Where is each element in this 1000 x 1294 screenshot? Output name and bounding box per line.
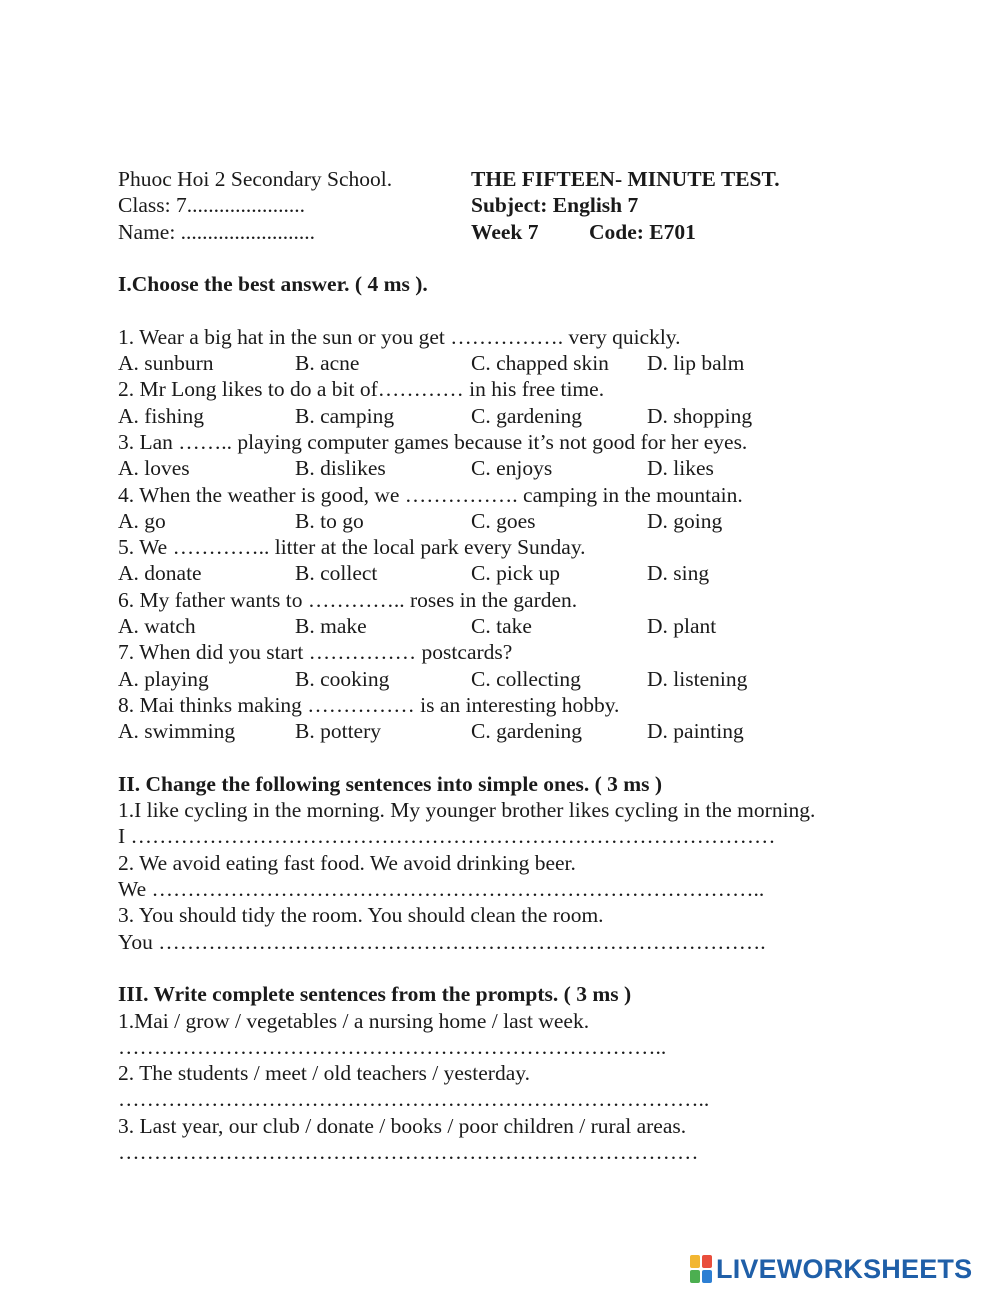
section-1-questions	[118, 324, 978, 745]
subject-line: Subject: English 7	[471, 193, 639, 218]
week-label: Week 7	[471, 219, 539, 244]
option-c[interactable]: C. pick up	[471, 561, 560, 586]
option-b[interactable]: B. make	[295, 614, 367, 639]
question-text: 6. My father wants to ………….. roses in the garden.	[118, 587, 578, 612]
liveworksheets-logo-icon	[690, 1255, 712, 1283]
school-name: Phuoc Hoi 2 Secondary School.	[118, 167, 393, 191]
answer-field[interactable]: ………………………………………………………………………..	[118, 1087, 710, 1112]
option-b[interactable]: B. to go	[295, 508, 364, 533]
section-3-title: III. Write complete sentences from the prompts. ( 3 ms )	[118, 982, 632, 1007]
question-text: 4. When the weather is good, we ……………. camping in the mountain.	[118, 482, 743, 507]
sentence-prompt: 2. We avoid eating fast food. We avoid drinking beer.	[118, 850, 576, 875]
option-d[interactable]: D. shopping	[647, 403, 753, 428]
logo-text: LIVEWORKSHEETS	[716, 1253, 973, 1284]
options-row	[118, 560, 978, 586]
option-a[interactable]: A. swimming	[118, 719, 236, 744]
option-b[interactable]: B. pottery	[295, 719, 381, 744]
logo-mark-square-3	[690, 1270, 700, 1283]
sentence-prompt: 1.Mai / grow / vegetables / a nursing home / last week.	[118, 1008, 590, 1033]
test-title: THE FIFTEEN- MINUTE TEST.	[471, 167, 780, 191]
option-c[interactable]: C. collecting	[471, 666, 581, 691]
option-b[interactable]: B. acne	[295, 351, 360, 376]
logo-mark-square-2	[702, 1255, 712, 1268]
option-a[interactable]: A. sunburn	[118, 351, 214, 376]
option-d[interactable]: D. listening	[647, 666, 748, 691]
sentence-prompt: 3. Last year, our club / donate / books / poor children / rural areas.	[118, 1113, 687, 1138]
options-row	[118, 666, 978, 692]
section-1-title: I.Choose the best answer. ( 4 ms ).	[118, 272, 428, 297]
option-a[interactable]: A. playing	[118, 666, 209, 691]
option-a[interactable]: A. loves	[118, 456, 190, 481]
worksheet-page	[118, 166, 978, 1165]
options-row	[118, 403, 978, 429]
question-text: 3. Lan …….. playing computer games because it’s not good for her eyes.	[118, 429, 748, 454]
option-c[interactable]: C. goes	[471, 508, 536, 533]
class-line: Class: 7......................	[118, 193, 305, 218]
name-line: Name: .........................	[118, 219, 316, 244]
answer-field[interactable]: …………………………………………………………………..	[118, 1034, 667, 1059]
options-row	[118, 350, 978, 376]
question-text: 5. We ………….. litter at the local park every Sunday.	[118, 535, 586, 560]
liveworksheets-logo	[690, 1252, 972, 1286]
option-a[interactable]: A. fishing	[118, 403, 204, 428]
options-row	[118, 508, 978, 534]
option-c[interactable]: C. enjoys	[471, 456, 553, 481]
options-row	[118, 613, 978, 639]
option-b[interactable]: B. dislikes	[295, 456, 386, 481]
question-text: 1. Wear a big hat in the sun or you get ……………. very quickly.	[118, 324, 681, 349]
answer-field[interactable]: You ………………………………………………………………………….	[118, 929, 766, 954]
question-text: 2. Mr Long likes to do a bit of………… in his free time.	[118, 377, 605, 402]
option-d[interactable]: D. going	[647, 508, 723, 533]
sentence-prompt: 2. The students / meet / old teachers / yesterday.	[118, 1061, 530, 1086]
sentence-prompt: 3. You should tidy the room. You should clean the room.	[118, 903, 604, 928]
sentence-prompt: 1.I like cycling in the morning. My younger brother likes cycling in the morning.	[118, 798, 816, 823]
option-c[interactable]: C. take	[471, 614, 532, 639]
answer-field[interactable]: We …………………………………………………………………………..	[118, 877, 765, 902]
option-d[interactable]: D. likes	[647, 456, 714, 481]
option-d[interactable]: D. lip balm	[647, 351, 745, 376]
option-c[interactable]: C. chapped skin	[471, 351, 609, 376]
option-d[interactable]: D. painting	[647, 719, 744, 744]
header-row-1	[118, 166, 978, 192]
option-b[interactable]: B. collect	[295, 561, 378, 586]
answer-field[interactable]: ………………………………………………………………………	[118, 1139, 699, 1164]
question-text: 8. Mai thinks making …………… is an interesting hobby.	[118, 692, 620, 717]
header-row-3	[118, 219, 978, 245]
option-b[interactable]: B. camping	[295, 403, 395, 428]
option-a[interactable]: A. watch	[118, 614, 196, 639]
option-c[interactable]: C. gardening	[471, 719, 583, 744]
option-a[interactable]: A. donate	[118, 561, 202, 586]
code-label: Code: E701	[589, 219, 696, 244]
options-row	[118, 455, 978, 481]
options-row	[118, 718, 978, 744]
option-d[interactable]: D. sing	[647, 561, 710, 586]
logo-mark-square-4	[702, 1270, 712, 1283]
section-2-title: II. Change the following sentences into simple ones. ( 3 ms )	[118, 771, 663, 796]
option-d[interactable]: D. plant	[647, 614, 717, 639]
option-c[interactable]: C. gardening	[471, 403, 583, 428]
option-b[interactable]: B. cooking	[295, 666, 390, 691]
logo-mark-square-1	[690, 1255, 700, 1268]
header-row-2	[118, 192, 978, 218]
question-text: 7. When did you start …………… postcards?	[118, 640, 513, 665]
option-a[interactable]: A. go	[118, 508, 166, 533]
answer-field[interactable]: I ………………………………………………………………………………	[118, 824, 776, 849]
